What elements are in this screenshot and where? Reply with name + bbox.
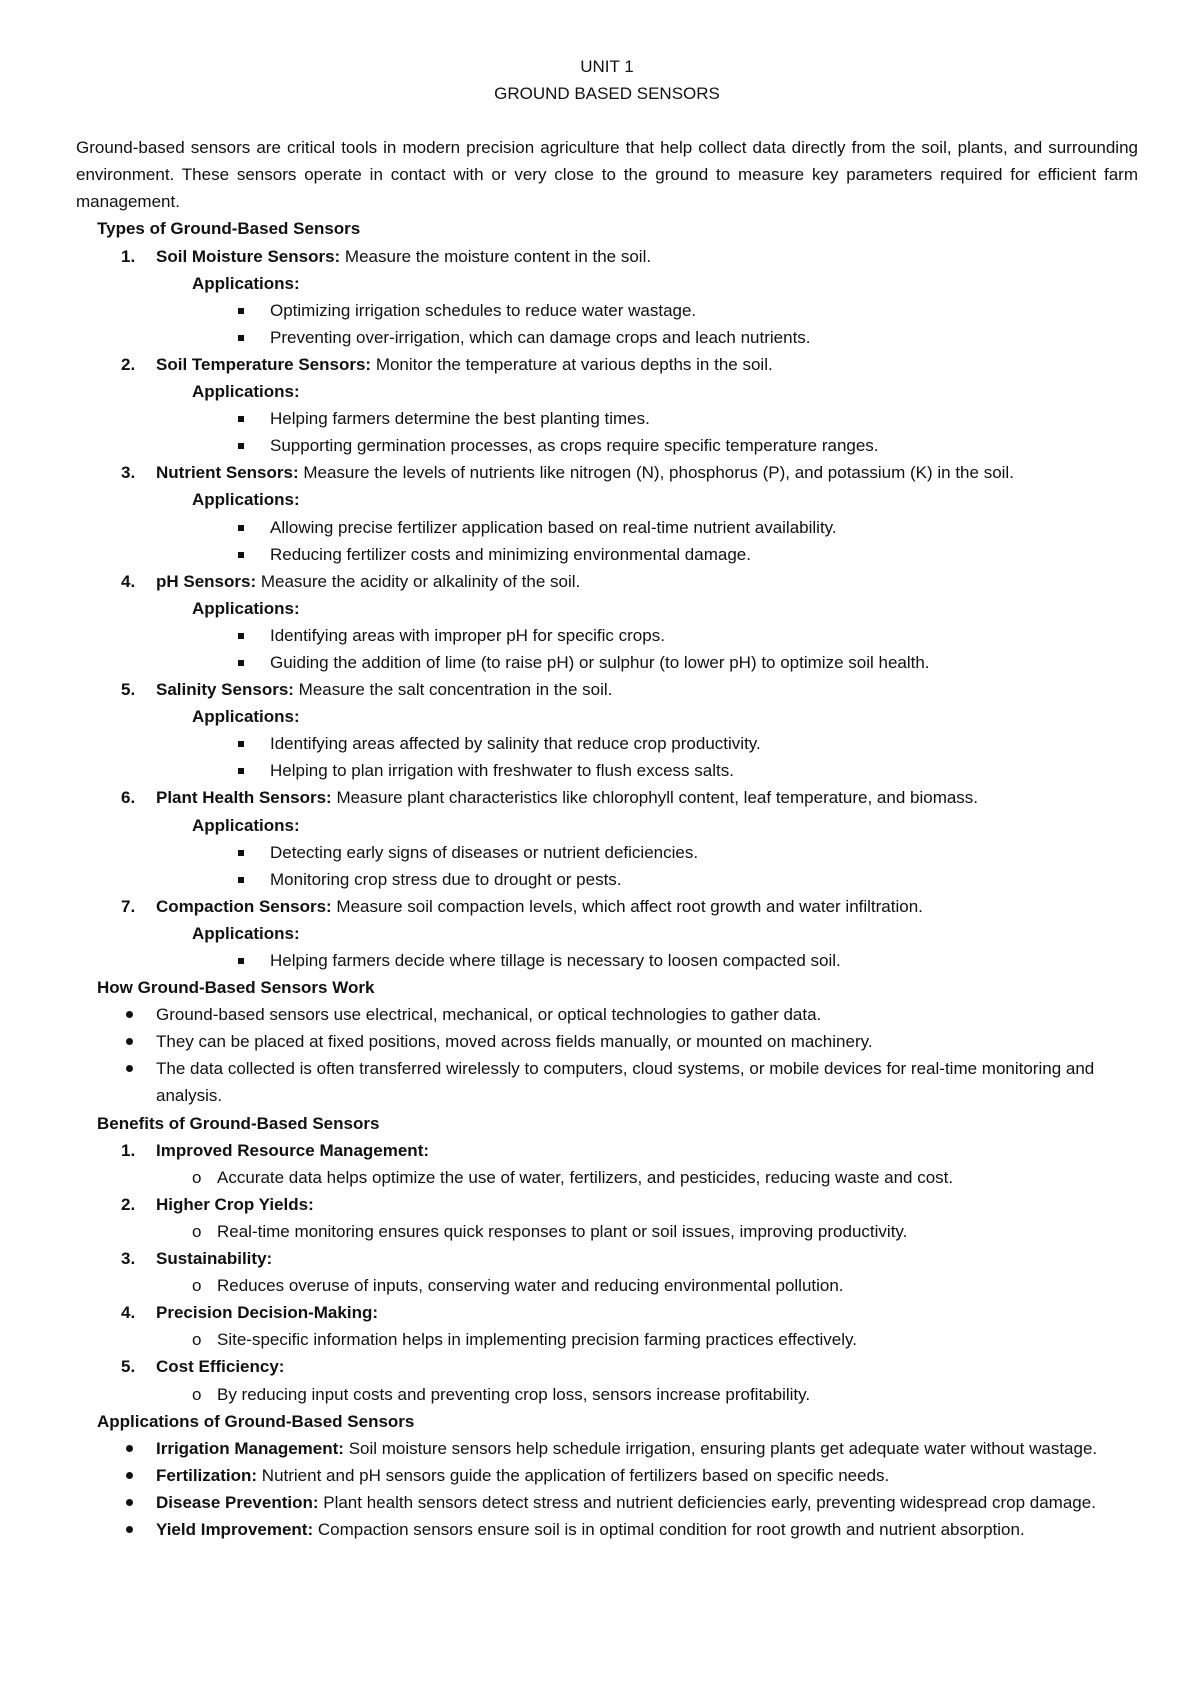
application-item: Reducing fertilizer costs and minimizing environmental damage. bbox=[76, 541, 1138, 568]
applications-label: Applications: bbox=[192, 382, 300, 402]
application-item: Helping farmers determine the best planting times. bbox=[76, 405, 1138, 432]
how-heading: How Ground-Based Sensors Work bbox=[97, 978, 375, 998]
sensor-type-term: Soil Moisture Sensors: bbox=[156, 246, 341, 266]
application-area-item bbox=[76, 1462, 1138, 1489]
benefit-detail-text: Real-time monitoring ensures quick responses to plant or soil issues, improving productivity. bbox=[217, 1221, 908, 1241]
types-heading: Types of Ground-Based Sensors bbox=[97, 219, 361, 239]
list-number: 1. bbox=[121, 246, 136, 266]
how-list bbox=[76, 1001, 1138, 1109]
benefit-detail-text: By reducing input costs and preventing crop loss, sensors increase profitability. bbox=[217, 1384, 811, 1404]
applications-label: Applications: bbox=[192, 815, 300, 835]
o-bullet: o bbox=[192, 1221, 202, 1241]
applications-label: Applications: bbox=[192, 923, 300, 943]
how-item: Ground-based sensors use electrical, mechanical, or optical technologies to gather data. bbox=[76, 1001, 1138, 1028]
application-area-description: Nutrient and pH sensors guide the application of fertilizers based on specific needs. bbox=[257, 1465, 890, 1485]
application-area-item bbox=[76, 1435, 1138, 1462]
benefit-item bbox=[76, 1191, 1138, 1218]
application-item: Guiding the addition of lime (to raise pH) or sulphur (to lower pH) to optimize soil health. bbox=[76, 649, 1138, 676]
how-item: They can be placed at fixed positions, moved across fields manually, or mounted on machinery. bbox=[76, 1028, 1138, 1055]
application-area-term: Yield Improvement: bbox=[156, 1519, 314, 1539]
application-item: Helping farmers decide where tillage is necessary to loosen compacted soil. bbox=[76, 947, 1138, 974]
application-item: Identifying areas affected by salinity that reduce crop productivity. bbox=[76, 730, 1138, 757]
application-area-item bbox=[76, 1516, 1138, 1543]
sensor-type-description: Measure the levels of nutrients like nitrogen (N), phosphorus (P), and potassium (K) in the soil. bbox=[298, 463, 1014, 483]
sensor-type-term: Salinity Sensors: bbox=[156, 680, 294, 700]
sensor-type-term: Plant Health Sensors: bbox=[156, 788, 332, 808]
list-number: 3. bbox=[121, 1249, 136, 1269]
sensor-type-description: Measure the moisture content in the soil. bbox=[340, 246, 652, 266]
o-bullet: o bbox=[192, 1330, 202, 1350]
benefit-detail bbox=[76, 1218, 1138, 1245]
benefit-item bbox=[76, 1353, 1138, 1380]
sensor-type-item bbox=[76, 459, 1138, 486]
sensor-type-description: Measure the acidity or alkalinity of the soil. bbox=[256, 571, 581, 591]
applications-label: Applications: bbox=[192, 490, 300, 510]
benefit-detail bbox=[76, 1164, 1138, 1191]
application-area-description: Plant health sensors detect stress and nutrient deficiencies early, preventing widespread crop damage. bbox=[318, 1492, 1096, 1512]
sensor-type-item bbox=[76, 243, 1138, 270]
application-area-term: Fertilization: bbox=[156, 1465, 258, 1485]
sensor-type-term: Compaction Sensors: bbox=[156, 896, 332, 916]
application-item: Identifying areas with improper pH for specific crops. bbox=[76, 622, 1138, 649]
applications-label: Applications: bbox=[192, 707, 300, 727]
list-number: 1. bbox=[121, 1140, 136, 1160]
applications-list bbox=[76, 1435, 1138, 1543]
sensor-type-term: Nutrient Sensors: bbox=[156, 463, 299, 483]
list-number: 3. bbox=[121, 463, 136, 483]
types-list bbox=[76, 243, 1138, 975]
sensor-type-item bbox=[76, 893, 1138, 920]
benefit-detail bbox=[76, 1272, 1138, 1299]
application-item: Allowing precise fertilizer application based on real-time nutrient availability. bbox=[76, 514, 1138, 541]
benefit-detail bbox=[76, 1381, 1138, 1408]
o-bullet: o bbox=[192, 1276, 202, 1296]
list-number: 2. bbox=[121, 354, 136, 374]
sensor-type-description: Monitor the temperature at various depths in the soil. bbox=[371, 354, 773, 374]
list-number: 4. bbox=[121, 1303, 136, 1323]
sensor-type-description: Measure plant characteristics like chlorophyll content, leaf temperature, and biomass. bbox=[331, 788, 979, 808]
applications-label: Applications: bbox=[192, 273, 300, 293]
benefit-detail-text: Accurate data helps optimize the use of water, fertilizers, and pesticides, reducing waste and cost. bbox=[217, 1167, 954, 1187]
benefit-term: Improved Resource Management: bbox=[156, 1140, 430, 1160]
list-number: 2. bbox=[121, 1194, 136, 1214]
benefit-item bbox=[76, 1299, 1138, 1326]
list-number: 4. bbox=[121, 571, 136, 591]
page-title: GROUND BASED SENSORS bbox=[494, 84, 720, 104]
list-number: 5. bbox=[121, 680, 136, 700]
benefit-term: Higher Crop Yields: bbox=[156, 1194, 314, 1214]
o-bullet: o bbox=[192, 1384, 202, 1404]
sensor-type-term: Soil Temperature Sensors: bbox=[156, 354, 372, 374]
applications-label: Applications: bbox=[192, 598, 300, 618]
sensor-type-description: Measure the salt concentration in the soil. bbox=[293, 680, 613, 700]
sensor-type-term: pH Sensors: bbox=[156, 571, 257, 591]
unit-label: UNIT 1 bbox=[580, 57, 634, 76]
application-item: Supporting germination processes, as crops require specific temperature ranges. bbox=[76, 432, 1138, 459]
o-bullet: o bbox=[192, 1167, 202, 1187]
application-area-term: Irrigation Management: bbox=[156, 1438, 344, 1458]
benefit-term: Cost Efficiency: bbox=[156, 1357, 285, 1377]
applications-heading: Applications of Ground-Based Sensors bbox=[97, 1411, 415, 1431]
benefit-detail-text: Reduces overuse of inputs, conserving water and reducing environmental pollution. bbox=[217, 1276, 844, 1296]
spacer bbox=[76, 107, 1138, 134]
application-item: Monitoring crop stress due to drought or pests. bbox=[76, 866, 1138, 893]
sensor-type-item bbox=[76, 351, 1138, 378]
benefit-detail-text: Site-specific information helps in implementing precision farming practices effectively. bbox=[217, 1330, 857, 1350]
list-number: 6. bbox=[121, 788, 136, 808]
application-area-item bbox=[76, 1489, 1138, 1516]
benefit-term: Precision Decision-Making: bbox=[156, 1303, 378, 1323]
benefits-list bbox=[76, 1137, 1138, 1408]
application-area-description: Soil moisture sensors help schedule irrigation, ensuring plants get adequate water without wastage. bbox=[343, 1438, 1098, 1458]
application-area-term: Disease Prevention: bbox=[156, 1492, 319, 1512]
application-area-description: Compaction sensors ensure soil is in optimal condition for root growth and nutrient absorption. bbox=[313, 1519, 1025, 1539]
application-item: Helping to plan irrigation with freshwater to flush excess salts. bbox=[76, 757, 1138, 784]
benefit-detail bbox=[76, 1326, 1138, 1353]
how-item: The data collected is often transferred wirelessly to computers, cloud systems, or mobile devices for real-time monitoring and analysis. bbox=[76, 1055, 1138, 1109]
sensor-type-item bbox=[76, 784, 1138, 811]
benefits-heading: Benefits of Ground-Based Sensors bbox=[97, 1113, 380, 1133]
application-item: Detecting early signs of diseases or nutrient deficiencies. bbox=[76, 839, 1138, 866]
benefit-term: Sustainability: bbox=[156, 1249, 273, 1269]
benefit-item bbox=[76, 1137, 1138, 1164]
application-item: Preventing over-irrigation, which can damage crops and leach nutrients. bbox=[76, 324, 1138, 351]
list-number: 7. bbox=[121, 896, 136, 916]
list-number: 5. bbox=[121, 1357, 136, 1377]
sensor-type-description: Measure soil compaction levels, which affect root growth and water infiltration. bbox=[331, 896, 923, 916]
sensor-type-item bbox=[76, 676, 1138, 703]
intro-paragraph: Ground-based sensors are critical tools in modern precision agriculture that help collect data directly from the soil, plants, and surrounding environment. These sensors operate in contact with or very close to the ground to measure key parameters required for efficient farm management. bbox=[76, 138, 1138, 212]
application-item: Optimizing irrigation schedules to reduce water wastage. bbox=[76, 297, 1138, 324]
sensor-type-item bbox=[76, 568, 1138, 595]
benefit-item bbox=[76, 1245, 1138, 1272]
